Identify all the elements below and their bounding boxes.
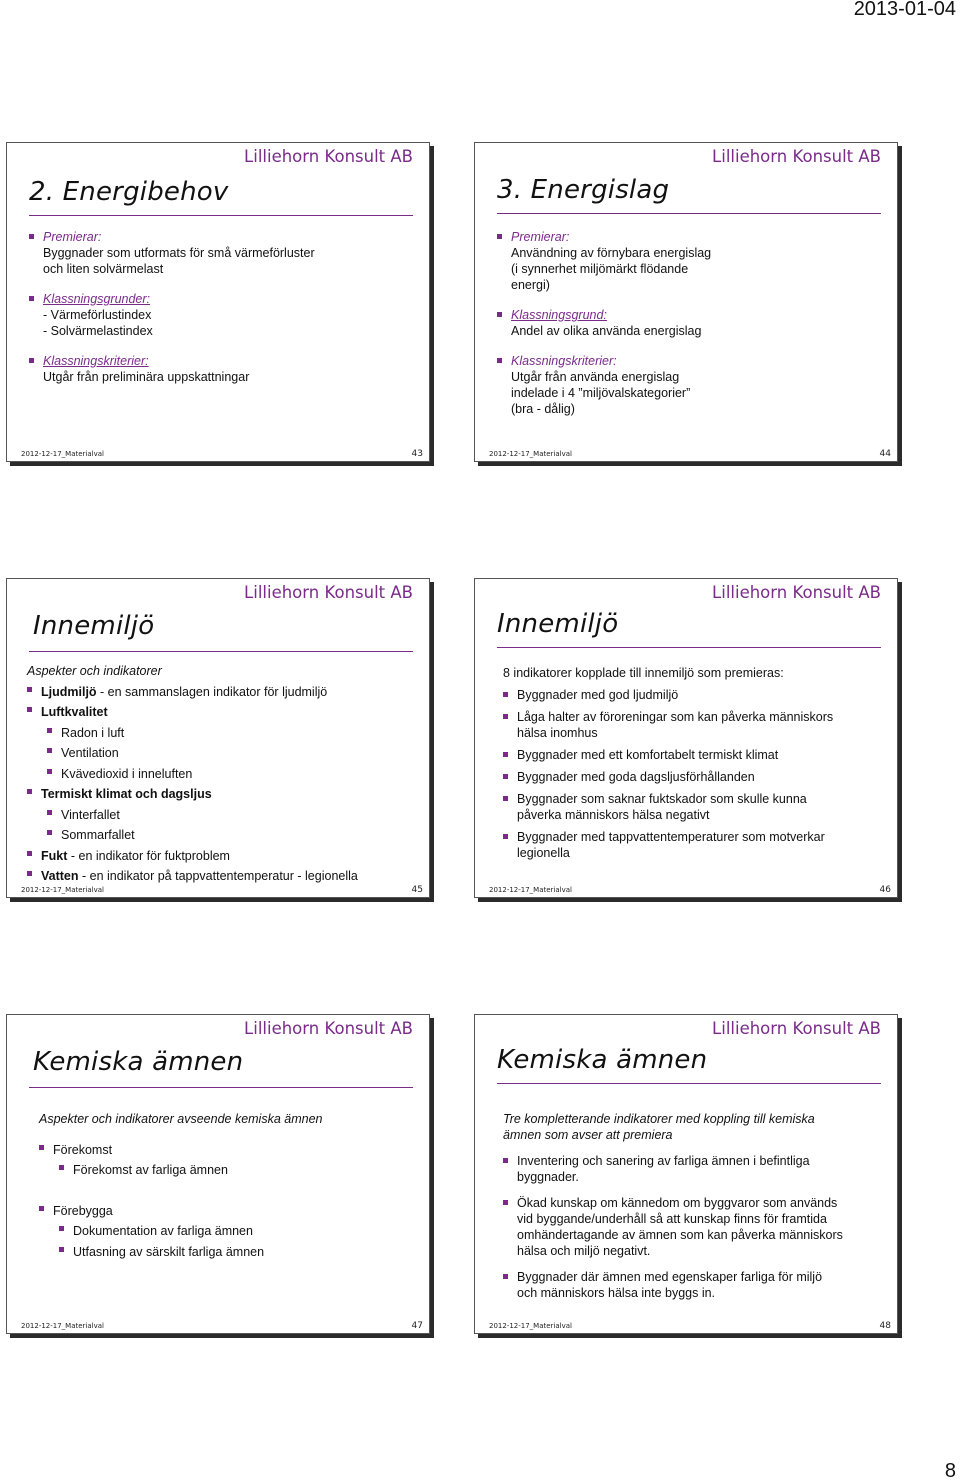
list-item: Byggnader med god ljudmiljö [503,687,887,703]
intro-line: Tre kompletterande indikatorer med koppling till kemiska [503,1112,815,1126]
item-line: Byggnader där ämnen med egenskaper farliga för miljö [517,1270,823,1284]
bullet-label: Klassningsgrunder: [43,292,151,306]
title-rule [29,651,413,652]
slide-number: 43 [411,449,423,459]
item-line: och människors hälsa inte byggs in. [517,1286,716,1300]
bullet-label: Klassningskriterier: [511,354,617,368]
bullet-line: Byggnader som utformats för små värmeförluster [43,246,315,260]
slide-title: 2. Energibehov [29,177,229,207]
slide-43 [6,142,430,462]
bullet-label: Klassningsgrund: [511,308,607,322]
bullet-label: Premierar: [43,230,102,244]
item-line: omhändertagande av ämnen som kan påverka människors [517,1228,843,1242]
slide-body [503,665,887,861]
sub-item: Vinterfallet [27,805,419,826]
slide-body [497,229,887,417]
slide-47 [6,1014,430,1334]
item-text: - en indikator på tappvattentemperatur - legionella [78,869,358,883]
title-rule [497,213,881,214]
sub-item: Dokumentation av farliga ämnen [39,1221,419,1242]
item-line: Ökad kunskap om kännedom om byggvaror som används [517,1196,838,1210]
slide-footer: 2012-12-17_Materialval [489,886,572,894]
bullet-klassningsgrunder [29,291,419,339]
item-line: legionella [517,846,570,860]
bullet-label: Klassningskriterier: [43,354,149,368]
bullet-line: - Solvärmelastindex [43,324,153,338]
bullet-premierar [29,229,419,277]
item-bold: Vatten [41,869,79,883]
bullet-line: Utgår från använda energislag [511,370,680,384]
slide-48 [474,1014,898,1334]
list-item [503,1269,887,1301]
slide-title: Kemiska ämnen [497,1045,708,1075]
brand-label: Lilliehorn Konsult AB [712,583,881,602]
bullet-klassningskriterier [29,353,419,385]
item-line: hälsa och miljö negativt. [517,1244,651,1258]
list-item [503,1195,887,1259]
list-item: Luftkvalitet [27,702,419,723]
slide-body [29,229,419,385]
sub-item: Kvävedioxid i inneluften [27,764,419,785]
list-item: Termiskt klimat och dagsljus [27,784,419,805]
slide-footer: 2012-12-17_Materialval [489,1322,572,1330]
header-date: 2013-01-04 [853,0,956,20]
title-rule [29,1087,413,1088]
slide-number: 48 [879,1321,891,1331]
item-line: vid byggande/underhåll så att kunskap finns för framtida [517,1212,827,1226]
intro-line: ämnen som avser att premiera [503,1128,673,1142]
list-item [27,846,419,867]
sub-item: Ventilation [27,743,419,764]
sub-item: Förekomst av farliga ämnen [39,1160,419,1181]
sub-item: Radon i luft [27,723,419,744]
bullet-line: Utgår från preliminära uppskattningar [43,370,250,384]
item-line: Byggnader som saknar fuktskador som skulle kunna [517,792,807,806]
slide-46 [474,578,898,898]
slide-title: Kemiska ämnen [33,1047,244,1077]
slide-number: 47 [411,1321,423,1331]
bullet-premierar [497,229,887,293]
bullet-label: Premierar: [511,230,570,244]
item-line: Låga halter av föroreningar som kan påverka människors [517,710,834,724]
brand-label: Lilliehorn Konsult AB [244,583,413,602]
list-item: Förebygga [39,1201,419,1222]
list-item [503,829,887,861]
bullet-line: indelade i 4 ”miljövalskategorier” [511,386,691,400]
brand-label: Lilliehorn Konsult AB [712,1019,881,1038]
slide-title: Innemiljö [497,609,619,639]
sub-item: Sommarfallet [27,825,419,846]
list-item [27,682,419,703]
sub-item: Utfasning av särskilt farliga ämnen [39,1242,419,1263]
list-item [27,866,419,887]
slide-number: 45 [411,885,423,895]
title-rule [29,215,413,216]
item-bold: Fukt [41,848,68,863]
item-line: Inventering och sanering av farliga ämnen i befintliga [517,1154,810,1168]
list-item [503,709,887,741]
slide-footer: 2012-12-17_Materialval [21,1322,104,1330]
title-rule [497,1083,881,1084]
bullet-line: energi) [511,278,550,292]
bullet-klassningskriterier [497,353,887,417]
brand-label: Lilliehorn Konsult AB [712,147,881,166]
page-number: 8 [944,1460,956,1482]
item-text: - en sammanslagen indikator för ljudmiljö [96,684,328,699]
slide-body [503,1111,887,1301]
slide-45 [6,578,430,898]
slide-intro: Aspekter och indikatorer avseende kemiska ämnen [39,1112,323,1126]
list-item [503,1153,887,1185]
list-item [503,791,887,823]
slide-number: 46 [879,885,891,895]
slide-number: 44 [879,449,891,459]
slide-intro: 8 indikatorer kopplade till innemiljö som premieras: [503,666,784,680]
bullet-klassningsgrund [497,307,887,339]
slide-44 [474,142,898,462]
item-line: påverka människors hälsa negativt [517,808,710,822]
bullet-line: Andel av olika använda energislag [511,324,702,338]
slide-intro: Aspekter och indikatorer [27,664,162,678]
slide-title: Innemiljö [33,611,155,641]
brand-label: Lilliehorn Konsult AB [244,1019,413,1038]
bullet-line: - Värmeförlustindex [43,308,152,322]
bullet-line: (i synnerhet miljömärkt flödande [511,262,689,276]
item-line: byggnader. [517,1170,579,1184]
slide-footer: 2012-12-17_Materialval [21,450,104,458]
title-rule [497,647,881,648]
bullet-line: (bra - dålig) [511,402,575,416]
slide-footer: 2012-12-17_Materialval [489,450,572,458]
item-text: - en indikator för fuktproblem [67,848,230,863]
slide-footer: 2012-12-17_Materialval [21,886,104,894]
list-item: Förekomst [39,1140,419,1161]
item-line: hälsa inomhus [517,726,598,740]
bullet-line: och liten solvärmelast [43,262,164,276]
slide-body [39,1109,419,1262]
slide-body [27,661,419,887]
list-item: Byggnader med goda dagsljusförhållanden [503,769,887,785]
brand-label: Lilliehorn Konsult AB [244,147,413,166]
slide-title: 3. Energislag [497,175,670,205]
item-bold: Ljudmiljö [41,684,97,699]
slide-intro [503,1111,887,1143]
list-item: Byggnader med ett komfortabelt termiskt klimat [503,747,887,763]
item-line: Byggnader med tappvattentemperaturer som motverkar [517,830,825,844]
bullet-line: Användning av förnybara energislag [511,246,712,260]
